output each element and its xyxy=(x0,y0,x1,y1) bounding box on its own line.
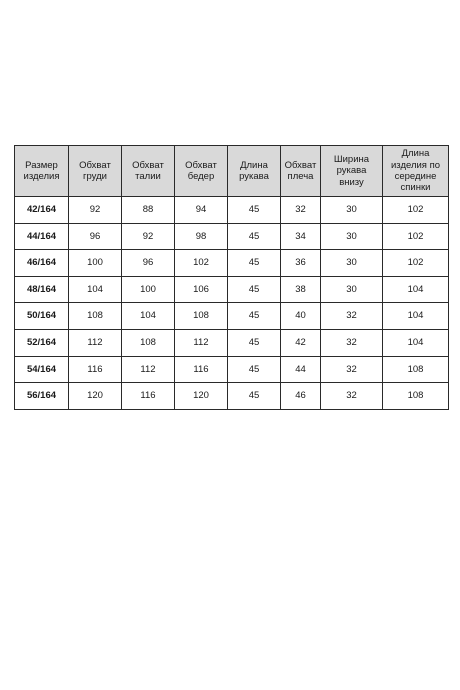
sleeve-length-cell: 45 xyxy=(228,303,281,330)
header-sleeve-width-line: Ширина xyxy=(333,153,370,165)
header-back-length-line: середине xyxy=(394,171,437,182)
header-shoulder xyxy=(281,146,321,197)
chest-cell: 104 xyxy=(69,276,122,303)
size-cell: 54/164 xyxy=(15,356,69,383)
shoulder-cell: 32 xyxy=(281,197,321,224)
back-length-cell: 108 xyxy=(383,383,449,410)
header-size-line: Размер xyxy=(25,159,58,171)
header-back-length xyxy=(383,146,449,197)
sleeve-length-cell: 45 xyxy=(228,223,281,250)
header-shoulder-line: плеча xyxy=(287,171,314,182)
header-size-line: изделия xyxy=(23,171,60,182)
shoulder-cell: 46 xyxy=(281,383,321,410)
sleeve-width-cell: 32 xyxy=(321,329,383,356)
waist-cell: 96 xyxy=(122,250,175,277)
hips-cell: 116 xyxy=(175,356,228,383)
header-hips-line: бедер xyxy=(187,171,215,182)
size-cell: 56/164 xyxy=(15,383,69,410)
shoulder-cell: 42 xyxy=(281,329,321,356)
size-cell: 50/164 xyxy=(15,303,69,330)
sleeve-width-cell: 30 xyxy=(321,223,383,250)
waist-cell: 100 xyxy=(122,276,175,303)
waist-cell: 116 xyxy=(122,383,175,410)
sleeve-length-cell: 45 xyxy=(228,383,281,410)
table-row xyxy=(15,329,449,356)
size-cell: 52/164 xyxy=(15,329,69,356)
header-chest-line: груди xyxy=(83,171,107,182)
header-back-length-line: изделия по xyxy=(390,159,441,171)
back-length-cell: 102 xyxy=(383,197,449,224)
size-chart-body xyxy=(15,197,449,410)
chest-cell: 120 xyxy=(69,383,122,410)
size-cell: 42/164 xyxy=(15,197,69,224)
header-sleeve-width-line: внизу xyxy=(339,176,364,188)
header-size xyxy=(15,146,69,197)
header-waist xyxy=(122,146,175,197)
size-cell: 46/164 xyxy=(15,250,69,277)
sleeve-length-cell: 45 xyxy=(228,356,281,383)
hips-cell: 94 xyxy=(175,197,228,224)
header-back-length-line: Длина xyxy=(401,148,430,160)
header-waist-line: талии xyxy=(135,171,161,182)
table-row xyxy=(15,197,449,224)
shoulder-cell: 36 xyxy=(281,250,321,277)
sleeve-width-cell: 32 xyxy=(321,356,383,383)
header-hips-line: Обхват xyxy=(185,159,217,171)
hips-cell: 112 xyxy=(175,329,228,356)
header-waist-line: Обхват xyxy=(132,159,164,171)
chest-cell: 108 xyxy=(69,303,122,330)
waist-cell: 108 xyxy=(122,329,175,356)
sleeve-length-cell: 45 xyxy=(228,276,281,303)
waist-cell: 92 xyxy=(122,223,175,250)
table-row xyxy=(15,276,449,303)
hips-cell: 120 xyxy=(175,383,228,410)
size-cell: 48/164 xyxy=(15,276,69,303)
header-row xyxy=(15,146,449,197)
header-sleeve-length-line: Длина xyxy=(240,159,268,171)
waist-cell: 112 xyxy=(122,356,175,383)
shoulder-cell: 34 xyxy=(281,223,321,250)
shoulder-cell: 40 xyxy=(281,303,321,330)
sleeve-length-cell: 45 xyxy=(228,329,281,356)
sleeve-width-cell: 30 xyxy=(321,197,383,224)
size-chart-table xyxy=(14,145,449,410)
sleeve-width-cell: 32 xyxy=(321,303,383,330)
back-length-cell: 108 xyxy=(383,356,449,383)
hips-cell: 102 xyxy=(175,250,228,277)
back-length-cell: 104 xyxy=(383,276,449,303)
hips-cell: 98 xyxy=(175,223,228,250)
chest-cell: 116 xyxy=(69,356,122,383)
waist-cell: 88 xyxy=(122,197,175,224)
back-length-cell: 102 xyxy=(383,250,449,277)
sleeve-width-cell: 30 xyxy=(321,250,383,277)
hips-cell: 106 xyxy=(175,276,228,303)
chest-cell: 100 xyxy=(69,250,122,277)
shoulder-cell: 38 xyxy=(281,276,321,303)
chest-cell: 96 xyxy=(69,223,122,250)
hips-cell: 108 xyxy=(175,303,228,330)
header-sleeve-width-line: рукава xyxy=(336,165,367,177)
size-chart-header xyxy=(15,146,449,197)
chest-cell: 112 xyxy=(69,329,122,356)
header-hips xyxy=(175,146,228,197)
sleeve-length-cell: 45 xyxy=(228,250,281,277)
table-row xyxy=(15,356,449,383)
back-length-cell: 104 xyxy=(383,329,449,356)
back-length-cell: 104 xyxy=(383,303,449,330)
table-row xyxy=(15,303,449,330)
table-row xyxy=(15,383,449,410)
table-row xyxy=(15,223,449,250)
header-back-length-line: спинки xyxy=(400,182,431,194)
sleeve-width-cell: 30 xyxy=(321,276,383,303)
header-chest-line: Обхват xyxy=(79,159,111,171)
header-shoulder-line: Обхват xyxy=(284,159,317,171)
back-length-cell: 102 xyxy=(383,223,449,250)
header-sleeve-length-line: рукава xyxy=(239,171,269,182)
waist-cell: 104 xyxy=(122,303,175,330)
size-cell: 44/164 xyxy=(15,223,69,250)
header-sleeve-length xyxy=(228,146,281,197)
header-sleeve-width xyxy=(321,146,383,197)
chest-cell: 92 xyxy=(69,197,122,224)
sleeve-length-cell: 45 xyxy=(228,197,281,224)
header-chest xyxy=(69,146,122,197)
table-row xyxy=(15,250,449,277)
sleeve-width-cell: 32 xyxy=(321,383,383,410)
shoulder-cell: 44 xyxy=(281,356,321,383)
